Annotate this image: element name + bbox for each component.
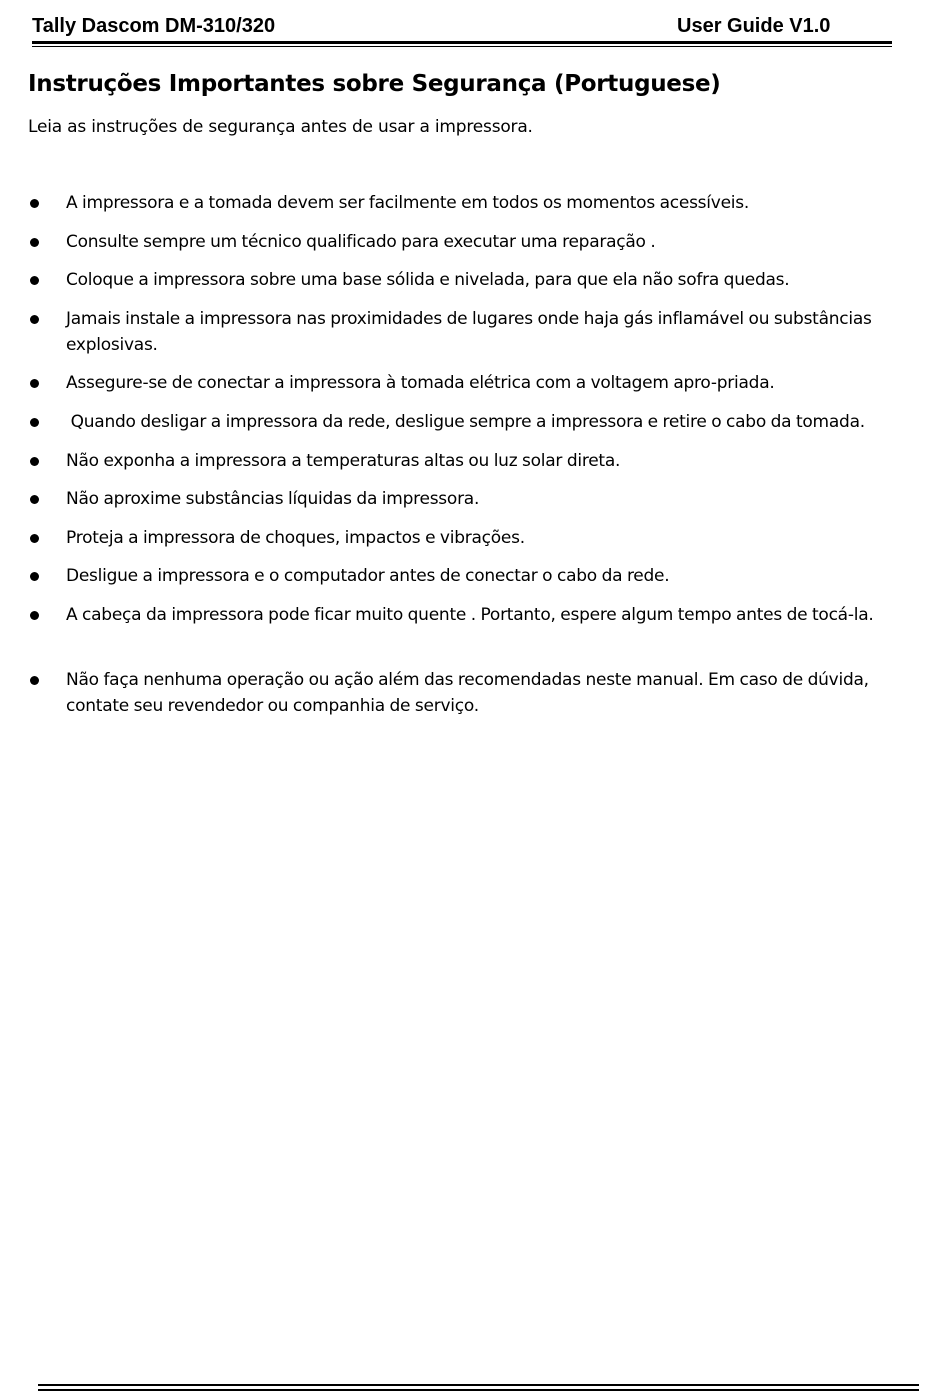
- document-version: User Guide V1.0: [677, 15, 831, 37]
- header-rule-thin: [32, 46, 892, 47]
- list-item-text: A impressora e a tomada devem ser facilmente em todos os momentos acessíveis.: [66, 193, 750, 213]
- footer-rule-bottom: [38, 1389, 919, 1391]
- section-intro: Leia as instruções de segurança antes de usar a impressora.: [28, 117, 533, 137]
- bullet-icon: [30, 199, 39, 208]
- bullet-icon: [30, 676, 39, 685]
- bullet-icon: [30, 611, 39, 620]
- list-item-text: Consulte sempre um técnico qualificado para executar uma reparação .: [66, 232, 656, 252]
- section-title: Instruções Importantes sobre Segurança (Portuguese): [28, 71, 721, 97]
- list-item-text: Proteja a impressora de choques, impactos e vibrações.: [66, 528, 525, 548]
- list-item-text: Jamais instale a impressora nas proximidades de lugares onde haja gás inflamável ou substâncias explosivas.: [66, 309, 872, 355]
- footer-rule-top: [38, 1384, 919, 1386]
- bullet-icon: [30, 315, 39, 324]
- bullet-icon: [30, 572, 39, 581]
- list-item-text: Não exponha a impressora a temperaturas altas ou luz solar direta.: [66, 451, 621, 471]
- list-item-text: Assegure-se de conectar a impressora à tomada elétrica com a voltagem apro-priada.: [66, 373, 775, 393]
- bullet-icon: [30, 276, 39, 285]
- bullet-icon: [30, 238, 39, 247]
- list-item-text: A cabeça da impressora pode ficar muito quente . Portanto, espere algum tempo antes de tocá-la.: [66, 605, 874, 625]
- document-product-title: Tally Dascom DM-310/320: [32, 15, 276, 37]
- bullet-icon: [30, 495, 39, 504]
- list-item-text: Coloque a impressora sobre uma base sólida e nivelada, para que ela não sofra quedas.: [66, 270, 790, 290]
- bullet-icon: [30, 379, 39, 388]
- header-rule-thick: [32, 41, 892, 44]
- list-item-text: Não aproxime substâncias líquidas da impressora.: [66, 489, 480, 509]
- list-item-text: Não faça nenhuma operação ou ação além das recomendadas neste manual. Em caso de dúvida, contate seu revendedor ou companhia de serviço.: [66, 670, 869, 716]
- bullet-icon: [30, 418, 39, 427]
- bullet-icon: [30, 534, 39, 543]
- list-item-text: Quando desligar a impressora da rede, desligue sempre a impressora e retire o cabo da tomada.: [66, 412, 865, 432]
- bullet-icon: [30, 457, 39, 466]
- list-item-text: Desligue a impressora e o computador antes de conectar o cabo da rede.: [66, 566, 670, 586]
